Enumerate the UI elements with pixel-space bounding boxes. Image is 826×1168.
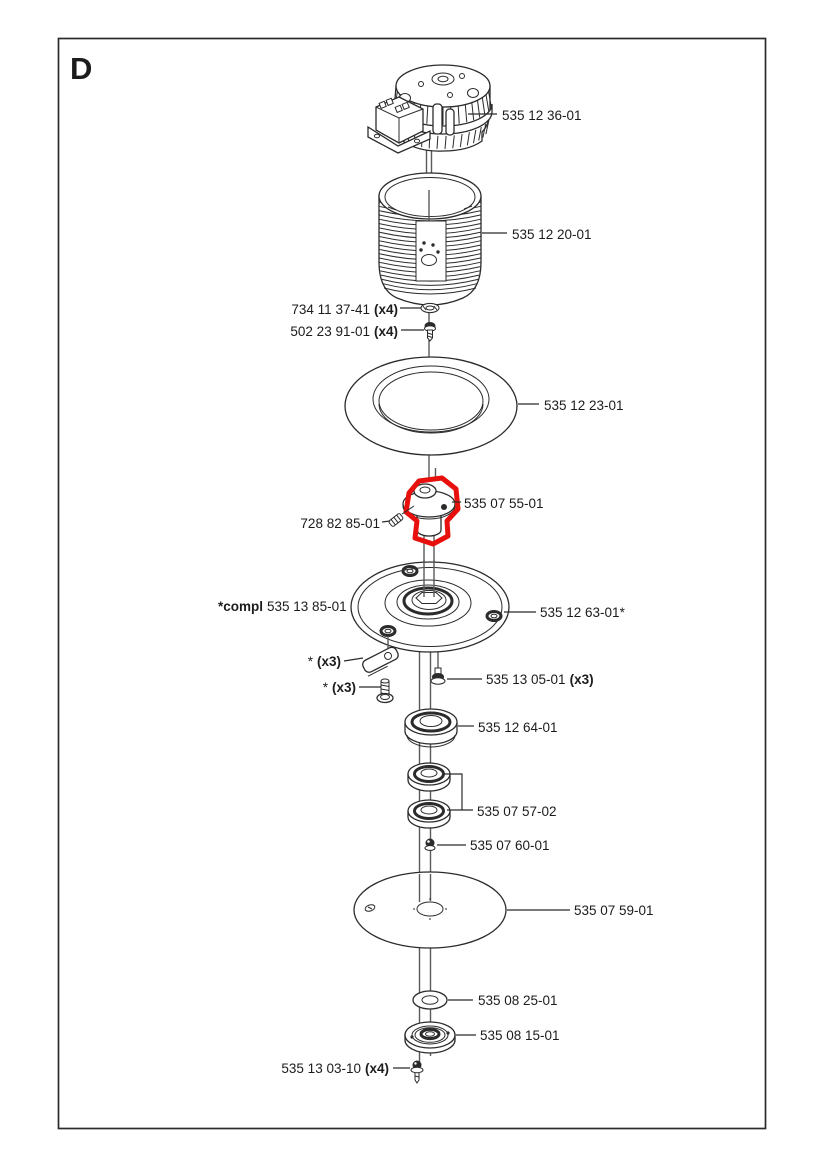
washer-bearing-drawing: [405, 1022, 455, 1053]
label-washer-top: 734 11 37-41 (x4): [291, 301, 398, 317]
label-blade-disc: 535 07 59-01: [574, 902, 654, 918]
label-set-screw: 728 82 85-01: [300, 515, 380, 531]
label-screw-bottom: 535 13 03-10 (x4): [281, 1060, 389, 1076]
washer-top-drawing: [421, 303, 439, 312]
section-letter: D: [70, 51, 93, 86]
label-blade: * (x3): [307, 653, 341, 669]
blade-disc-drawing: [354, 872, 506, 948]
label-motor: 535 12 36-01: [502, 107, 582, 123]
label-stator: 535 12 20-01: [512, 226, 592, 242]
washer-flat-drawing: [413, 991, 447, 1009]
label-disc: 535 12 63-01*: [540, 604, 625, 620]
stator-housing-drawing: [379, 173, 481, 305]
label-screw-top: 502 23 91-01 (x4): [290, 323, 398, 339]
label-compl-assembly: *compl 535 13 85-01: [218, 598, 347, 614]
cover-ring-drawing: [345, 357, 517, 455]
label-blade-screw: * (x3): [322, 679, 356, 695]
label-bearing-pair: 535 07 57-02: [477, 803, 557, 819]
label-cover-ring: 535 12 23-01: [544, 397, 624, 413]
label-disc-screw: 535 13 05-01 (x3): [486, 671, 594, 687]
label-hub: 535 07 55-01: [464, 495, 544, 511]
label-plug: 535 07 60-01: [470, 837, 550, 853]
label-bearing-upper: 535 12 64-01: [478, 719, 558, 735]
label-washer-flat: 535 08 25-01: [478, 992, 558, 1008]
label-washer-bearing: 535 08 15-01: [480, 1027, 560, 1043]
plug-drawing: [425, 839, 435, 851]
